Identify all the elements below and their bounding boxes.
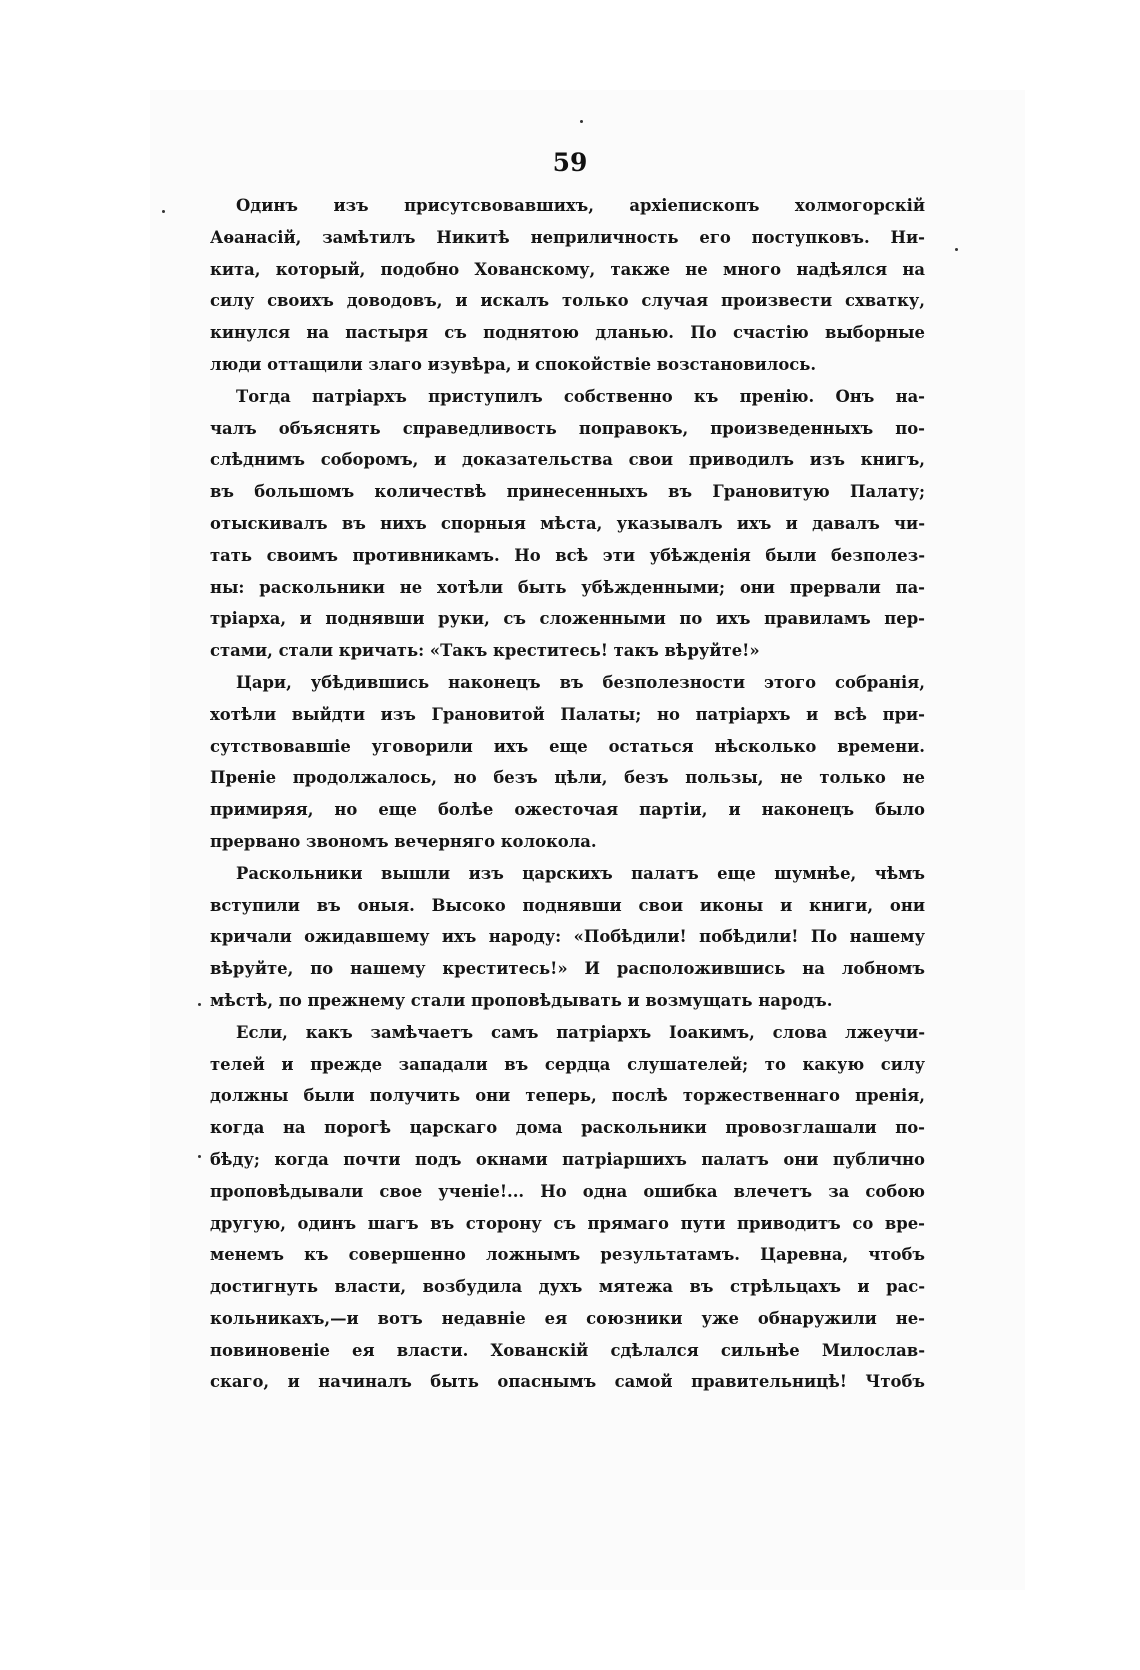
- scan-speck: [198, 1003, 201, 1006]
- text-line-30: когда на порогѣ царскаго дома раскольники провозглашали по-: [210, 1118, 925, 1138]
- text-line-12: тать своимъ противникамъ. Но всѣ эти убѣжденія были безполез-: [210, 545, 925, 565]
- text-line-32: проповѣдывали свое ученіе!... Но одна ошибка влечетъ за собою: [210, 1181, 925, 1201]
- body-text: [210, 190, 925, 1398]
- text-line-23: вступили въ оныя. Высоко поднявши свои иконы и книги, они: [210, 895, 925, 915]
- scan-speck: [580, 120, 583, 123]
- text-line-19: Преніе продолжалось, но безъ цѣли, безъ пользы, не только не: [210, 768, 925, 788]
- text-line-36: кольникахъ,—и вотъ недавніе ея союзники уже обнаружили не-: [210, 1308, 925, 1328]
- text-line-27: Если, какъ замѣчаетъ самъ патріархъ Іоакимъ, слова лжеучи-: [236, 1022, 925, 1042]
- text-line-37: повиновеніе ея власти. Хованскій сдѣлался сильнѣе Милослав-: [210, 1340, 925, 1360]
- text-line-34: менемъ къ совершенно ложнымъ результатамъ. Царевна, чтобъ: [210, 1245, 925, 1265]
- text-line-25: вѣруйте, по нашему креститесь!» И расположившись на лобномъ: [210, 959, 925, 979]
- scan-speck: [162, 210, 165, 213]
- text-line-18: сутствовавшіе уговорили ихъ еще остаться нѣсколько времени.: [210, 736, 925, 756]
- text-line-28: телей и прежде западали въ сердца слушателей; то какую силу: [210, 1054, 925, 1074]
- scan-speck: [955, 248, 958, 251]
- text-line-1: Одинъ изъ присутсвовавшихъ, архіепископъ холмогорскій: [236, 196, 925, 215]
- scan-speck: [198, 1155, 201, 1158]
- text-line-22: Раскольники вышли изъ царскихъ палатъ еще шумнѣе, чѣмъ: [236, 863, 925, 883]
- text-line-14: тріарха, и поднявши руки, съ сложенными по ихъ правиламъ пер-: [210, 609, 925, 629]
- text-line-4: силу своихъ доводовъ, и искалъ только случая произвести схватку,: [210, 291, 925, 311]
- text-line-13: ны: раскольники не хотѣли быть убѣжденными; они прервали па-: [210, 577, 925, 597]
- text-line-2: Аѳанасій, замѣтилъ Никитѣ неприличность его поступковъ. Ни-: [210, 227, 925, 247]
- text-line-35: достигнуть власти, возбудила духъ мятежа въ стрѣльцахъ и рас-: [210, 1277, 925, 1297]
- text-line-21: прервано звономъ вечерняго колокола.: [210, 831, 597, 851]
- text-line-15: стами, стали кричать: «Такъ креститесь! такъ вѣруйте!»: [210, 641, 760, 661]
- text-line-9: слѣднимъ соборомъ, и доказательства свои приводилъ изъ книгъ,: [210, 450, 925, 470]
- text-line-33: другую, одинъ шагъ въ сторону съ прямаго пути приводитъ со вре-: [210, 1213, 925, 1233]
- text-line-8: чалъ объяснять справедливость поправокъ, произведенныхъ по-: [210, 418, 925, 438]
- text-line-10: въ большомъ количествѣ принесенныхъ въ Грановитую Палату;: [210, 482, 925, 502]
- text-line-16: Цари, убѣдившись наконецъ въ безполезности этого собранія,: [236, 672, 925, 692]
- text-line-6: люди оттащили злаго изувѣра, и спокойствіе возстановилось.: [210, 354, 817, 374]
- text-line-38: скаго, и начиналъ быть опаснымъ самой правительницѣ! Чтобъ: [210, 1372, 925, 1392]
- text-line-31: бѣду; когда почти подъ окнами патріаршихъ палатъ они публично: [210, 1149, 925, 1169]
- text-line-5: кинулся на пастыря съ поднятою дланью. По счастію выборные: [210, 323, 925, 343]
- text-line-24: кричали ожидавшему ихъ народу: «Побѣдили! побѣдили! По нашему: [210, 927, 925, 947]
- page-number: 59: [552, 148, 588, 177]
- text-line-26: мѣстѣ, по прежнему стали проповѣдывать и возмущать народъ.: [210, 990, 833, 1010]
- text-line-7: Тогда патріархъ приступилъ собственно къ пренію. Онъ на-: [236, 386, 925, 406]
- text-line-29: должны были получить они теперь, послѣ торжественнаго пренія,: [210, 1086, 925, 1106]
- text-line-20: примиряя, но еще болѣе ожесточая партіи, и наконецъ было: [210, 800, 925, 820]
- text-line-11: отыскивалъ въ нихъ спорныя мѣста, указывалъ ихъ и давалъ чи-: [210, 513, 925, 533]
- text-line-17: хотѣли выйдти изъ Грановитой Палаты; но патріархъ и всѣ при-: [210, 704, 925, 724]
- text-line-3: кита, который, подобно Хованскому, также не много надѣялся на: [210, 259, 925, 279]
